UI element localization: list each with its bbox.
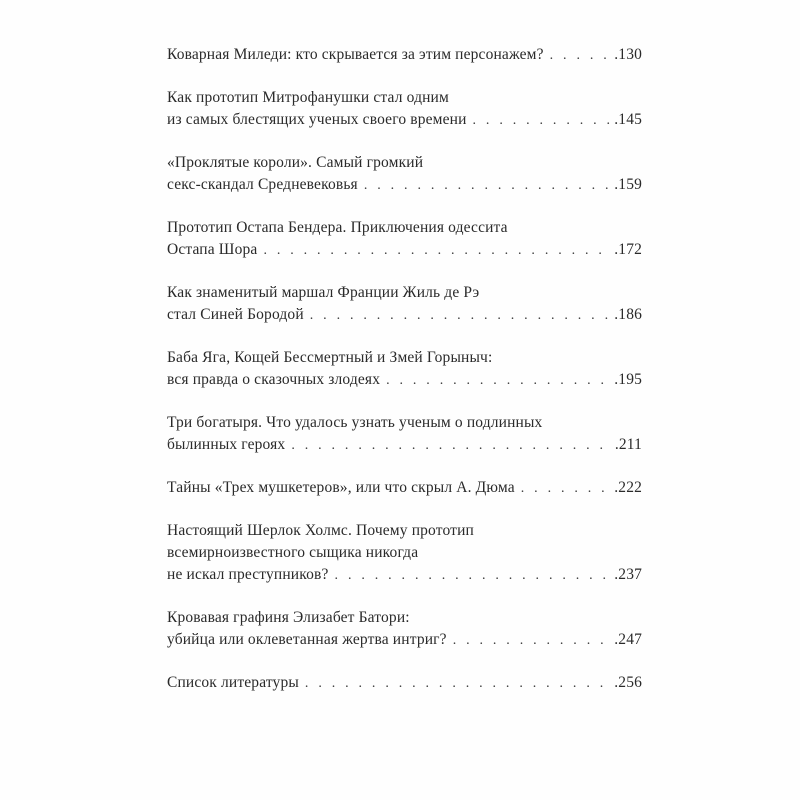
- toc-entry-title: Прототип Остапа Бендера. Приключения одессита: [167, 219, 508, 236]
- dot-leader: [310, 305, 612, 327]
- toc-entry-title: Как знаменитый маршал Франции Жиль де Рэ: [167, 284, 480, 301]
- toc-entry-title-cont: из самых блестящих ученых своего времени: [167, 111, 467, 128]
- toc-entry-title: Кровавая графиня Элизабет Батори:: [167, 609, 410, 626]
- toc-page-number: .247: [614, 631, 642, 648]
- toc-entry-tri-mushketera: [167, 477, 642, 500]
- toc-entry-title-cont: всемирноизвестного сыщика никогда: [167, 544, 419, 561]
- dot-leader: [364, 175, 612, 197]
- toc-entry-mitrofanushka: [167, 87, 642, 132]
- toc-entry-title-cont: вся правда о сказочных злодеях: [167, 371, 381, 388]
- dot-leader: [550, 45, 613, 67]
- toc-entry-sinyaya-boroda: [167, 282, 642, 327]
- toc-page-number: .237: [614, 566, 642, 583]
- toc-entry-title: Как прототип Митрофанушки стал одним: [167, 89, 449, 106]
- toc-page-number: .195: [614, 371, 642, 388]
- toc-entry-proklyatye-koroli: [167, 152, 642, 197]
- toc-entry-batori: [167, 607, 642, 652]
- toc-entry-title: Коварная Миледи: кто скрывается за этим персонажем?: [167, 46, 544, 63]
- dot-leader: [453, 630, 613, 652]
- toc-page-number: .145: [614, 111, 642, 128]
- dot-leader: [291, 435, 613, 457]
- toc-entry-title-cont: секс-скандал Средневековья: [167, 176, 358, 193]
- toc-page-number: .130: [614, 46, 642, 63]
- toc-entry-title: Настоящий Шерлок Холмс. Почему прототип: [167, 522, 474, 539]
- toc-entry-baba-yaga: [167, 347, 642, 392]
- toc-entry-title: Список литературы: [167, 674, 299, 691]
- toc-entry-sherlok-holms: [167, 520, 642, 587]
- toc-entry-tri-bogatyrya: [167, 412, 642, 457]
- toc-page-number: .211: [614, 436, 642, 453]
- toc-entry-miledi: [167, 44, 642, 67]
- toc-entry-title: «Проклятые короли». Самый громкий: [167, 154, 424, 171]
- dot-leader: [521, 478, 613, 500]
- toc-entry-title-cont: не искал преступников?: [167, 566, 329, 583]
- toc-entry-title: Баба Яга, Кощей Бессмертный и Змей Горыныч:: [167, 349, 493, 366]
- dot-leader: [386, 370, 612, 392]
- dot-leader: [263, 240, 612, 262]
- toc-entry-bibliography: [167, 672, 642, 695]
- toc-entry-title-cont: Остапа Шора: [167, 241, 258, 258]
- toc-page-number: .222: [614, 479, 642, 496]
- toc-page-number: .256: [614, 674, 642, 691]
- toc-page-number: .159: [614, 176, 642, 193]
- toc-entry-title: Тайны «Трех мушкетеров», или что скрыл А. Дюма: [167, 479, 515, 496]
- table-of-contents: [167, 44, 642, 695]
- dot-leader: [335, 565, 613, 587]
- toc-entry-title-cont: стал Синей Бородой: [167, 306, 304, 323]
- toc-entry-title-cont: убийца или оклеветанная жертва интриг?: [167, 631, 447, 648]
- dot-leader: [473, 110, 613, 132]
- toc-entry-title: Три богатыря. Что удалось узнать ученым о подлинных: [167, 414, 543, 431]
- toc-entry-title-cont: былинных героях: [167, 436, 286, 453]
- toc-page-number: .172: [614, 241, 642, 258]
- dot-leader: [305, 673, 612, 695]
- toc-page-number: .186: [614, 306, 642, 323]
- toc-entry-ostap-bender: [167, 217, 642, 262]
